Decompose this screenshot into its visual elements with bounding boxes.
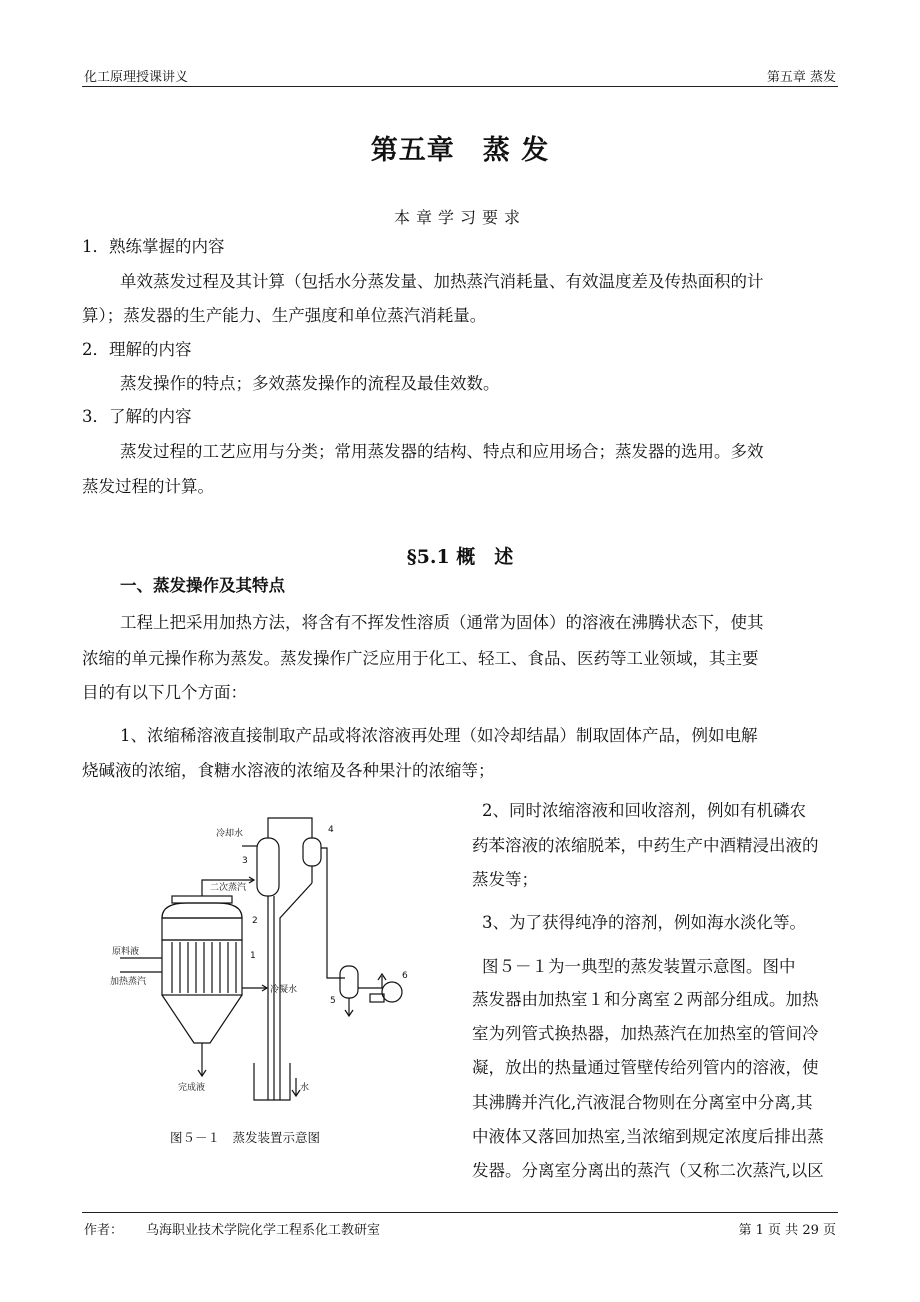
req-3-heading: 3．了解的内容 [82,407,192,426]
label-water: 水 [300,1083,310,1093]
label-secondary-steam: 二次蒸汽 [210,883,247,893]
right-line-6: 蒸发器由加热室１和分离室２两部分组成。加热 [472,990,819,1009]
req-3-line-2: 蒸发过程的计算。 [82,477,214,496]
right-line-1: 2、同时浓缩溶液和回收溶剂，例如有机磷农 [482,801,806,820]
label-feed: 原料液 [112,947,140,957]
chapter-subtitle: 本章学习要求 [393,208,526,227]
label-n4: 4 [328,825,334,835]
label-cooling-water: 冷却水 [216,829,244,839]
evaporator-body [162,896,242,1076]
req-2-heading: 2．理解的内容 [82,340,192,359]
page-footer [82,1212,838,1238]
section-subheading: 一、蒸发操作及其特点 [120,576,285,595]
page-header [82,66,838,87]
right-line-8: 凝，放出的热量通过管壁传给列管内的溶液，使 [472,1058,819,1077]
label-n6: 6 [402,971,408,981]
para-1-line-1: 工程上把采用加热方法，将含有不挥发性溶质（通常为固体）的溶液在沸腾状态下，使其 [120,613,764,632]
header-right: 第五章 蒸发 [766,70,836,85]
req-3-line-1: 蒸发过程的工艺应用与分类；常用蒸发器的结构、特点和应用场合；蒸发器的选用。多效 [120,442,764,461]
header-left: 化工原理授课讲义 [84,70,189,85]
label-n3: 3 [242,856,248,866]
para-2-line-2: 烧碱液的浓缩，食糖水溶液的浓缩及各种果汁的浓缩等； [82,761,495,780]
right-line-11: 发器。分离室分离出的蒸汽（又称二次蒸汽,以区 [472,1161,824,1180]
label-n1: 1 [250,951,256,961]
footer-author: 乌海职业技术学院化学工程系化工教研室 [146,1223,381,1238]
footer-author-label: 作者： [84,1223,124,1238]
right-line-9: 其沸腾并汽化,汽液混合物则在分离室中分离,其 [472,1093,813,1112]
label-n2: 2 [252,916,258,926]
label-n5: 5 [330,996,336,1006]
para-2-line-1: 1、浓缩稀溶液直接制取产品或将浓溶液再处理（如冷却结晶）制取固体产品，例如电解 [120,726,758,745]
figure-caption: 图５－１ 蒸发装置示意图 [170,1130,321,1145]
req-2-line-1: 蒸发操作的特点；多效蒸发操作的流程及最佳效数。 [120,374,500,393]
right-line-10: 中液体又落回加热室,当浓缩到规定浓度后排出蒸 [472,1127,824,1146]
evaporator-diagram [102,808,422,1108]
req-1-line-2: 算）；蒸发器的生产能力、生产强度和单位蒸汽消耗量。 [82,306,487,325]
right-line-4: 3、为了获得纯净的溶剂，例如海水淡化等。 [482,913,806,932]
para-1-line-3: 目的有以下几个方面： [82,683,247,702]
section-title: §5.1 概 述 [406,546,514,568]
right-line-5: 图５－１为一典型的蒸发装置示意图。图中 [482,957,796,976]
label-product: 完成液 [178,1083,206,1093]
footer-page-number: 第 1 页 共 29 页 [738,1223,836,1238]
right-line-2: 药苯溶液的浓缩脱苯，中药生产中酒精浸出液的 [472,836,819,855]
label-heating-steam: 加热蒸汽 [110,977,147,987]
chapter-title: 第五章 蒸 发 [370,135,550,166]
right-line-3: 蒸发等； [472,870,538,889]
para-1-line-2: 浓缩的单元操作称为蒸发。蒸发操作广泛应用于化工、轻工、食品、医药等工业领域，其主要 [82,649,759,668]
req-1-line-1: 单效蒸发过程及其计算（包括水分蒸发量、加热蒸汽消耗量、有效温度差及传热面积的计 [120,272,764,291]
label-condensate: 冷凝水 [270,985,298,995]
right-line-7: 室为列管式换热器，加热蒸汽在加热室的管间冷 [472,1024,819,1043]
req-1-heading: 1．熟练掌握的内容 [82,237,225,256]
